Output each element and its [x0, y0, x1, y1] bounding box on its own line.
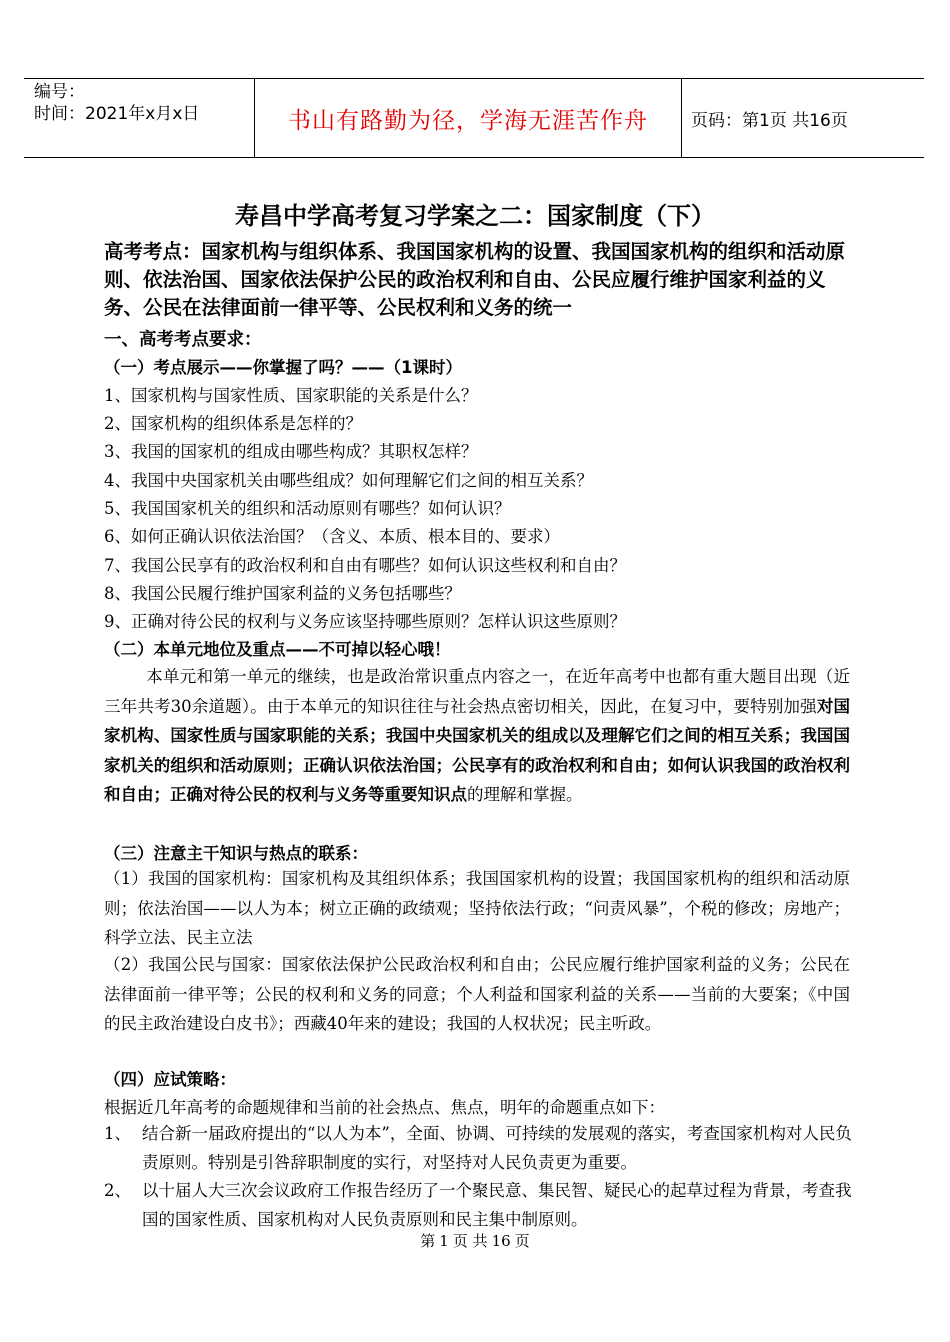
- question-7: 7、我国公民享有的政治权利和自由有哪些？如何认识这些权利和自由？: [104, 556, 626, 575]
- hotspot-paragraph-2: （2）我国公民与国家：国家依法保护公民政治权利和自由；公民应履行维护国家利益的义务；公民在法律面前一律平等；公民的权利和义务的同意；个人利益和国家利益的关系——当前的大要案；《中国的民主政治建设白皮书》；西藏40年来的建设；我国的人权状况；民主听政。: [104, 955, 850, 1033]
- footer-of-label: 页 共: [452, 1232, 488, 1250]
- unit-focus-bold: 对国家机构、国家性质与国家职能的关系；我国中央国家机关的组成以及理解它们之间的相互关系；我国国家机关的组织和活动原则；正确认识依法治国；公民享有的政治权利和自由；如何认识我国的政治权利和自由；正确对待公民的权利与义务等重要知识点: [104, 696, 851, 804]
- page-info: 页码：第1页 共16页: [691, 110, 848, 131]
- strategy-item-number: 2、: [104, 1181, 131, 1200]
- question-4: 4、我国中央国家机关由哪些组成？如何理解它们之间的相互关系？: [104, 471, 593, 490]
- page-footer: [0, 1230, 950, 1251]
- time-label: 时间：2021年x月x日: [34, 104, 200, 124]
- footer-end-label: 页: [514, 1232, 530, 1250]
- number-label: 编号：: [34, 82, 85, 102]
- question-5: 5、我国国家机关的组织和活动原则有哪些？如何认识？: [104, 499, 511, 518]
- motto: 书山有路勤为径，学海无涯苦作舟: [288, 107, 648, 134]
- question-2: 2、国家机构的组织体系是怎样的？: [104, 414, 362, 433]
- footer-page-label: 第: [420, 1232, 436, 1250]
- footer-page-number: 1: [439, 1232, 449, 1250]
- strategy-intro: 根据近几年高考的命题规律和当前的社会热点、焦点，明年的命题重点如下：: [104, 1098, 665, 1117]
- sub-heading-1: （一）考点展示——你掌握了吗？——（1课时）: [104, 358, 462, 377]
- strategy-item-text: 结合新一届政府提出的“以人为本”，全面、协调、可持续的发展观的落实，考查国家机构对人民负责原则。特别是引咎辞职制度的实行，对坚持对人民负责更为重要。: [142, 1124, 852, 1172]
- question-1: 1、国家机构与国家性质、国家职能的关系是什么？: [104, 386, 478, 405]
- header-table: [24, 78, 924, 158]
- question-9: 9、正确对待公民的权利与义务应该坚持哪些原则？怎样认识这些原则？: [104, 612, 626, 631]
- strategy-item-text: 以十届人大三次会议政府工作报告经历了一个聚民意、集民智、疑民心的起草过程为背景，考查我国的国家性质、国家机构对人民负责原则和民主集中制原则。: [142, 1181, 852, 1229]
- key-points: 高考考点：国家机构与组织体系、我国国家机构的设置、我国国家机构的组织和活动原则、依法治国、国家依法保护公民的政治权利和自由、公民应履行维护国家利益的义务、公民在法律面前一律平等、公民权利和义务的统一: [104, 240, 846, 319]
- document-title: 寿昌中学高考复习学案之二：国家制度（下）: [235, 202, 715, 230]
- strategy-item-number: 1、: [104, 1124, 131, 1143]
- sub-heading-3: （三）注意主干知识与热点的联系：: [104, 844, 368, 863]
- question-6: 6、如何正确认识依法治国？（含义、本质、根本目的、要求）: [104, 527, 560, 546]
- sub-heading-2: （二）本单元地位及重点——不可掉以轻心哦！: [104, 640, 451, 659]
- question-3: 3、我国的国家机的组成由哪些构成？其职权怎样？: [104, 442, 478, 461]
- unit-focus-end: 的理解和掌握。: [467, 785, 583, 804]
- strategy-item-1: [104, 1120, 852, 1177]
- strategy-item-2: [104, 1177, 852, 1234]
- header-page-cell: [681, 79, 924, 157]
- header-motto-cell: [254, 79, 682, 157]
- section-heading: 一、高考考点要求：: [104, 330, 262, 350]
- unit-focus-text: 本单元和第一单元的继续，也是政治常识重点内容之一，在近年高考中也都有重大题目出现（近三年共考30余道题）。由于本单元的知识往往与社会热点密切相关，因此，在复习中，要特别加强: [104, 667, 850, 716]
- unit-focus-paragraph: [104, 662, 850, 810]
- hotspot-paragraph-1: （1）我国的国家机构：国家机构及其组织体系；我国国家机构的设置；我国国家机构的组织和活动原则；依法治国——以人为本；树立正确的政绩观；坚持依法行政；“问责风暴”，个税的修改；房地产；科学立法、民主立法: [104, 869, 850, 947]
- sub-heading-4: （四）应试策略：: [104, 1070, 236, 1089]
- header-meta-cell: [24, 79, 254, 157]
- footer-total-pages: 16: [491, 1232, 511, 1250]
- question-8: 8、我国公民履行维护国家利益的义务包括哪些？: [104, 584, 461, 603]
